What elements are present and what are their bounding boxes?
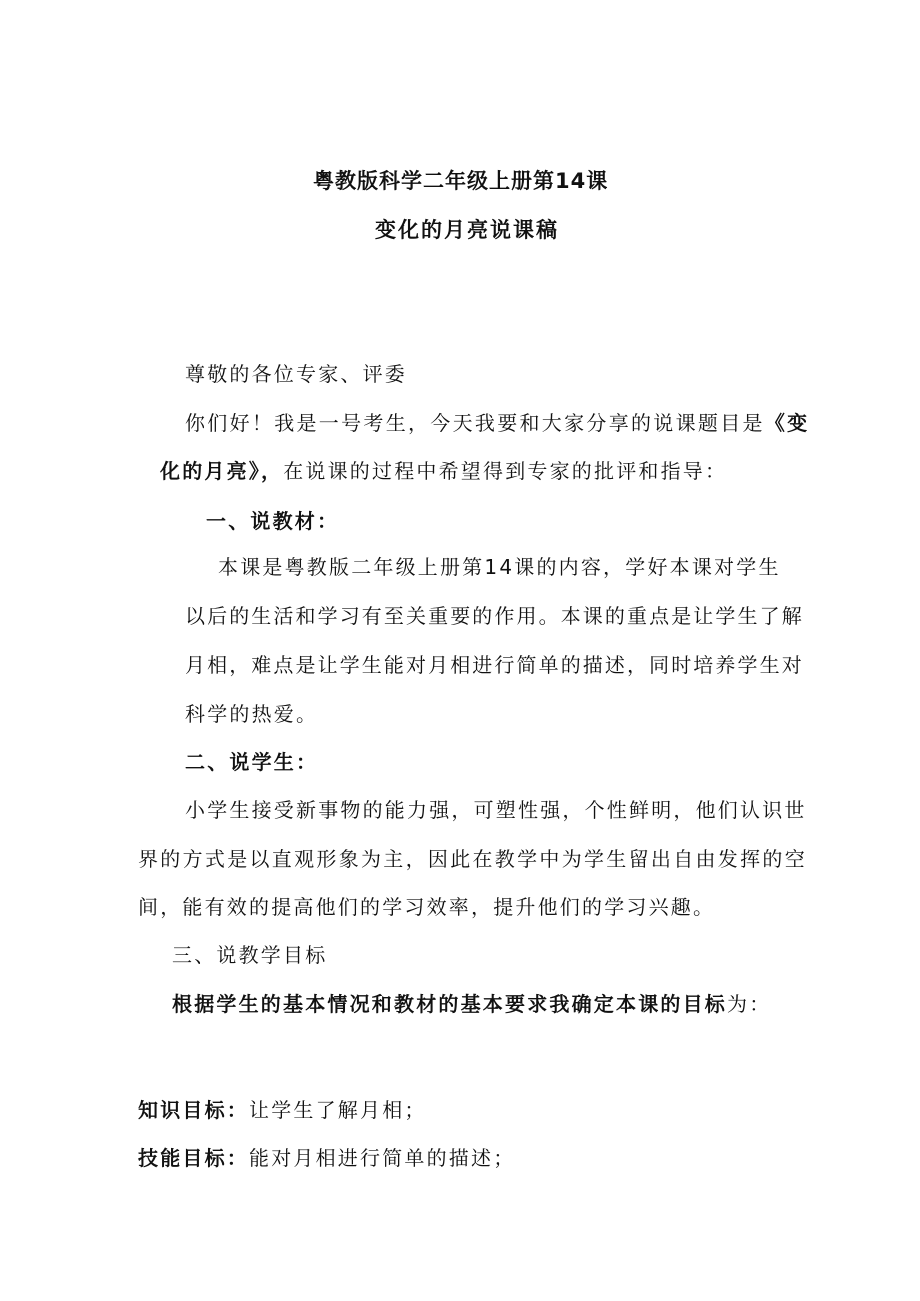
goal-label: 知识目标： [138,1098,249,1122]
textbook-line-4: 科学的热爱。 [185,702,319,726]
section-heading-students: 二、说学生： [185,750,319,774]
intro-line-2 [160,461,727,481]
goal-label: 技能目标： [138,1146,249,1170]
intro-text-2: 在说课的过程中希望得到专家的批评和指导： [283,459,728,483]
textbook-line-2: 以后的生活和学习有至关重要的作用。本课的重点是让学生了解 [185,604,804,628]
goal-skill [138,1148,515,1168]
students-line-1: 小学生接受新事物的能力强，可塑性强，个性鲜明，他们认识世 [185,798,807,822]
objectives-lead-bold: 根据学生的基本情况和教材的基本要求我确定本课的目标 [172,992,727,1016]
section-heading-objectives: 三、说教学目标 [172,943,328,967]
title-line-1: 粤教版科学二年级上册第14课 [313,169,609,193]
textbook-line-1: 本课是粤教版二年级上册第14课的内容，学好本课对学生 [218,555,781,579]
section-heading-textbook: 一、说教材： [206,509,340,533]
goal-text: 能对月相进行简单的描述； [249,1146,516,1170]
textbook-line-3: 月相，难点是让学生能对月相进行简单的描述，同时培养学生对 [185,653,804,677]
objectives-lead [172,994,771,1014]
students-line-3: 间，能有效的提高他们的学习效率，提升他们的学习兴趣。 [138,895,716,919]
students-line-2: 界的方式是以直观形象为主，因此在教学中为学生留出自由发挥的空 [138,847,807,871]
objectives-lead-tail: 为： [727,992,772,1016]
intro-title-end: 化的月亮》， [160,459,284,483]
intro-title-start: 《变 [764,411,810,435]
intro-line-1 [185,413,809,433]
intro-text: 你们好！我是一号考生，今天我要和大家分享的说课题目是 [185,411,765,435]
goal-knowledge [138,1100,427,1120]
greeting: 尊敬的各位专家、评委 [185,362,407,386]
goal-text: 让学生了解月相； [249,1098,427,1122]
title-line-2: 变化的月亮说课稿 [375,218,559,242]
